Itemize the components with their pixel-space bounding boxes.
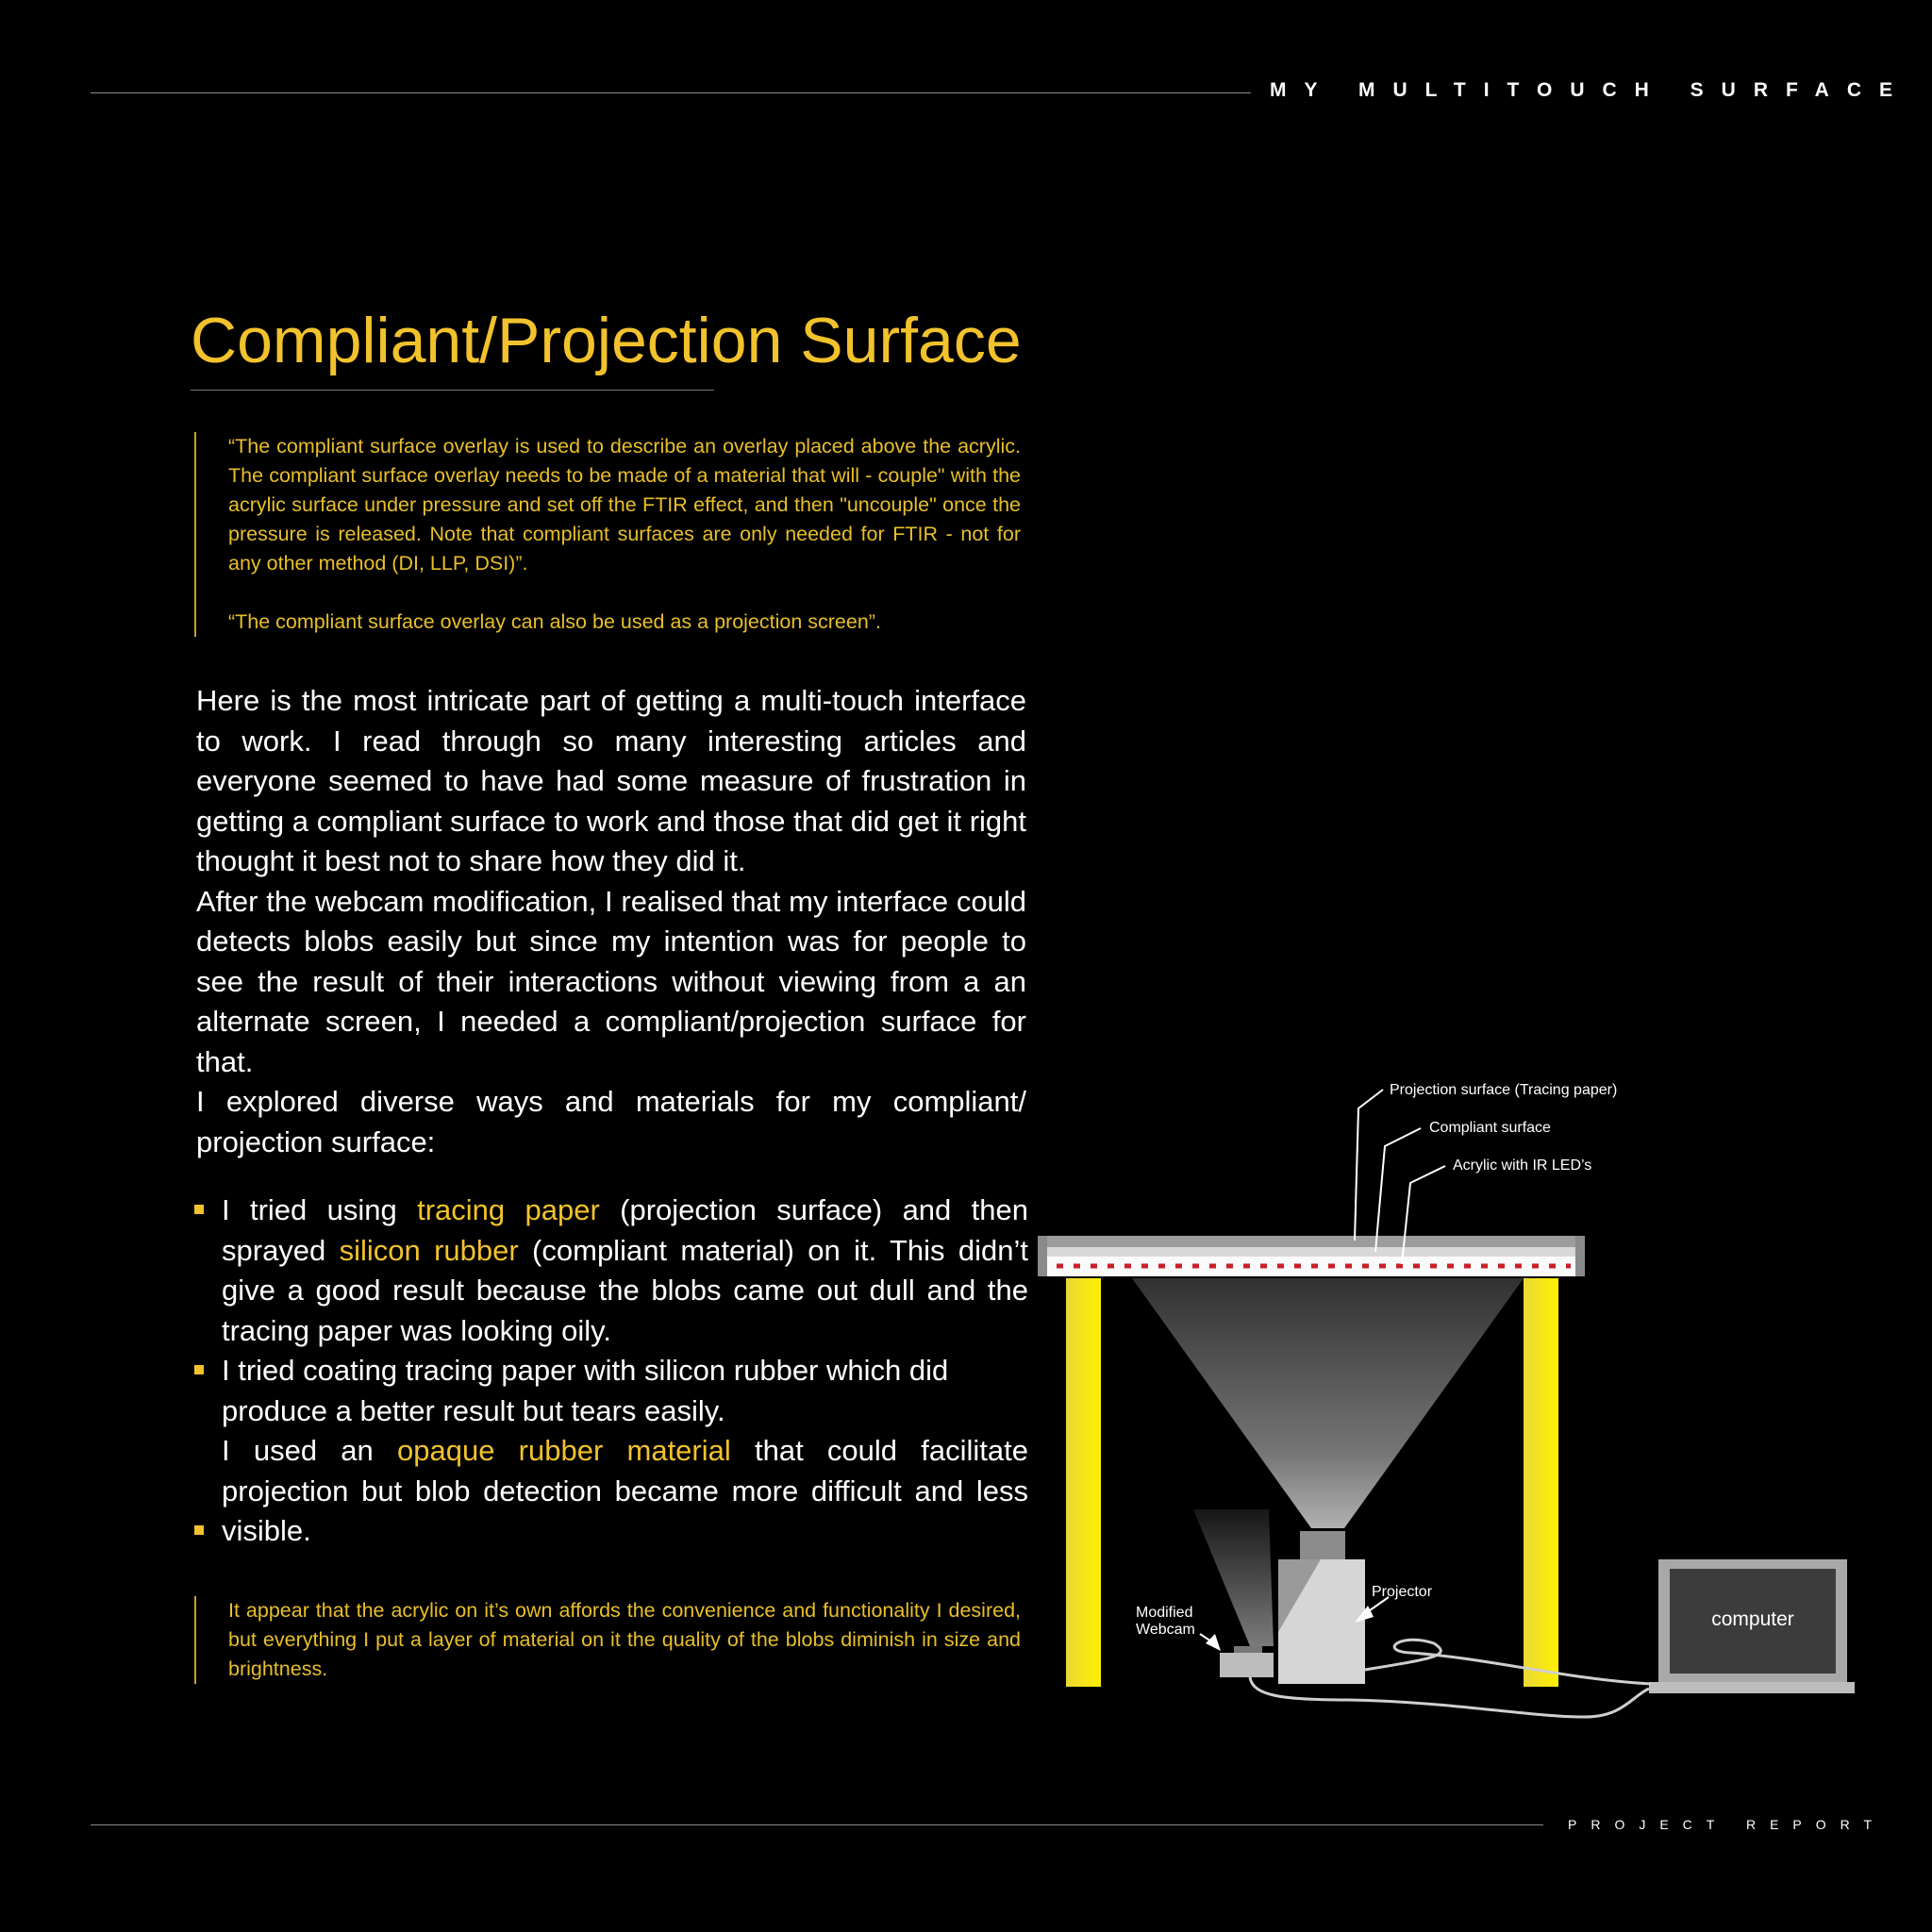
label-projector: Projector [1372, 1584, 1433, 1600]
table-leg-left [1066, 1278, 1101, 1687]
footer-label: PROJECT REPORT [1568, 1817, 1887, 1832]
quote-block-top [194, 432, 1021, 637]
bullet-square-icon [194, 1205, 204, 1214]
surface-frame-right [1575, 1236, 1585, 1276]
projection-surface-layer [1038, 1236, 1585, 1247]
list-text: I used an [222, 1434, 397, 1467]
materials-list [194, 1191, 1028, 1552]
list-item [194, 1431, 1028, 1552]
body-paragraph-1: Here is the most intricate part of getting a multi-touch interface to work. I read through so many interesting articles and everyone seemed to have had some measure of frustration in getting a compliant surface to work and those that did get it right thought it best not to share how they did it. [196, 684, 1026, 877]
list-text: I tried coating tracing paper with silicon rubber which did produce a better result but tears easily. [222, 1354, 949, 1427]
bullet-square-icon [194, 1365, 204, 1374]
cable-projector [1365, 1640, 1651, 1684]
list-text: I tried using [222, 1193, 418, 1226]
quote-paragraph-1: “The compliant surface overlay is used to describe an overlay placed above the acrylic. The compliant surface overlay needs to be made of a material that will - couple" with the acrylic surface under pressure and set off the FTIR effect, and then "uncouple" once the pressure is released. Note that compliant surfaces are only needed for FTIR - not for any other method (DI, LLP, DSI)”. [228, 435, 1021, 575]
highlight-opaque-rubber: opaque rubber material [397, 1434, 731, 1467]
webcam-cone [1193, 1509, 1274, 1646]
laptop-base [1649, 1682, 1855, 1693]
header-title: MY MULTITOUCH SURFACE [1270, 79, 1911, 101]
body-paragraph-3: I explored diverse ways and materials for my compliant/ projection surface: [196, 1085, 1026, 1158]
leader-compliant [1375, 1128, 1421, 1252]
webcam-body [1220, 1653, 1274, 1677]
header-rule [91, 92, 1251, 93]
list-text: that could facilitate projection but blob detection became more difficult and less visible. [222, 1434, 1028, 1547]
list-item [194, 1351, 967, 1431]
label-computer: computer [1711, 1608, 1794, 1630]
body-paragraph-2: After the webcam modification, I realised that my interface could detects blobs easily but since my intention was for people to see the result of their interactions without viewing from a an alternate screen, I needed a compliant/projection surface for that. [196, 884, 1026, 1078]
highlight-silicon-rubber: silicon rubber [339, 1233, 519, 1267]
projection-cone [1132, 1278, 1524, 1528]
surface-frame-left [1038, 1236, 1047, 1276]
quote-block-bottom [194, 1596, 1021, 1684]
quote-paragraph-2: “The compliant surface overlay can also be used as a projection screen”. [228, 610, 881, 633]
list-item [194, 1191, 1028, 1351]
arrow-webcam-icon [1206, 1634, 1221, 1651]
multitouch-diagram [1038, 1066, 1868, 1745]
label-webcam-line1: Modified [1136, 1605, 1193, 1621]
bullet-square-icon [194, 1525, 204, 1535]
title-underline [191, 390, 714, 391]
quote-paragraph-3: It appear that the acrylic on it’s own affords the convenience and functionality I desired, but everything I put a layer of material on it the quality of the blobs diminish in size and brightness. [228, 1599, 1021, 1680]
body-text [196, 681, 1026, 1162]
list-text: (compliant material) on it. This didn’t give a good result because the blobs came out dull and the tracing paper was looking oily. [222, 1233, 1028, 1347]
page-title: Compliant/Projection Surface [191, 305, 1022, 376]
label-acrylic: Acrylic with IR LED’s [1453, 1158, 1592, 1174]
label-compliant-surface: Compliant surface [1429, 1120, 1551, 1136]
footer-rule [91, 1824, 1543, 1825]
projector-lens [1300, 1531, 1345, 1559]
list-text: (projection surface) and then sprayed [222, 1193, 1028, 1267]
compliant-surface-layer [1047, 1247, 1575, 1257]
label-webcam-line2: Webcam [1136, 1622, 1195, 1638]
highlight-tracing-paper: tracing paper [417, 1193, 600, 1226]
table-leg-right [1524, 1278, 1558, 1687]
label-projection-surface: Projection surface (Tracing paper) [1390, 1082, 1618, 1098]
